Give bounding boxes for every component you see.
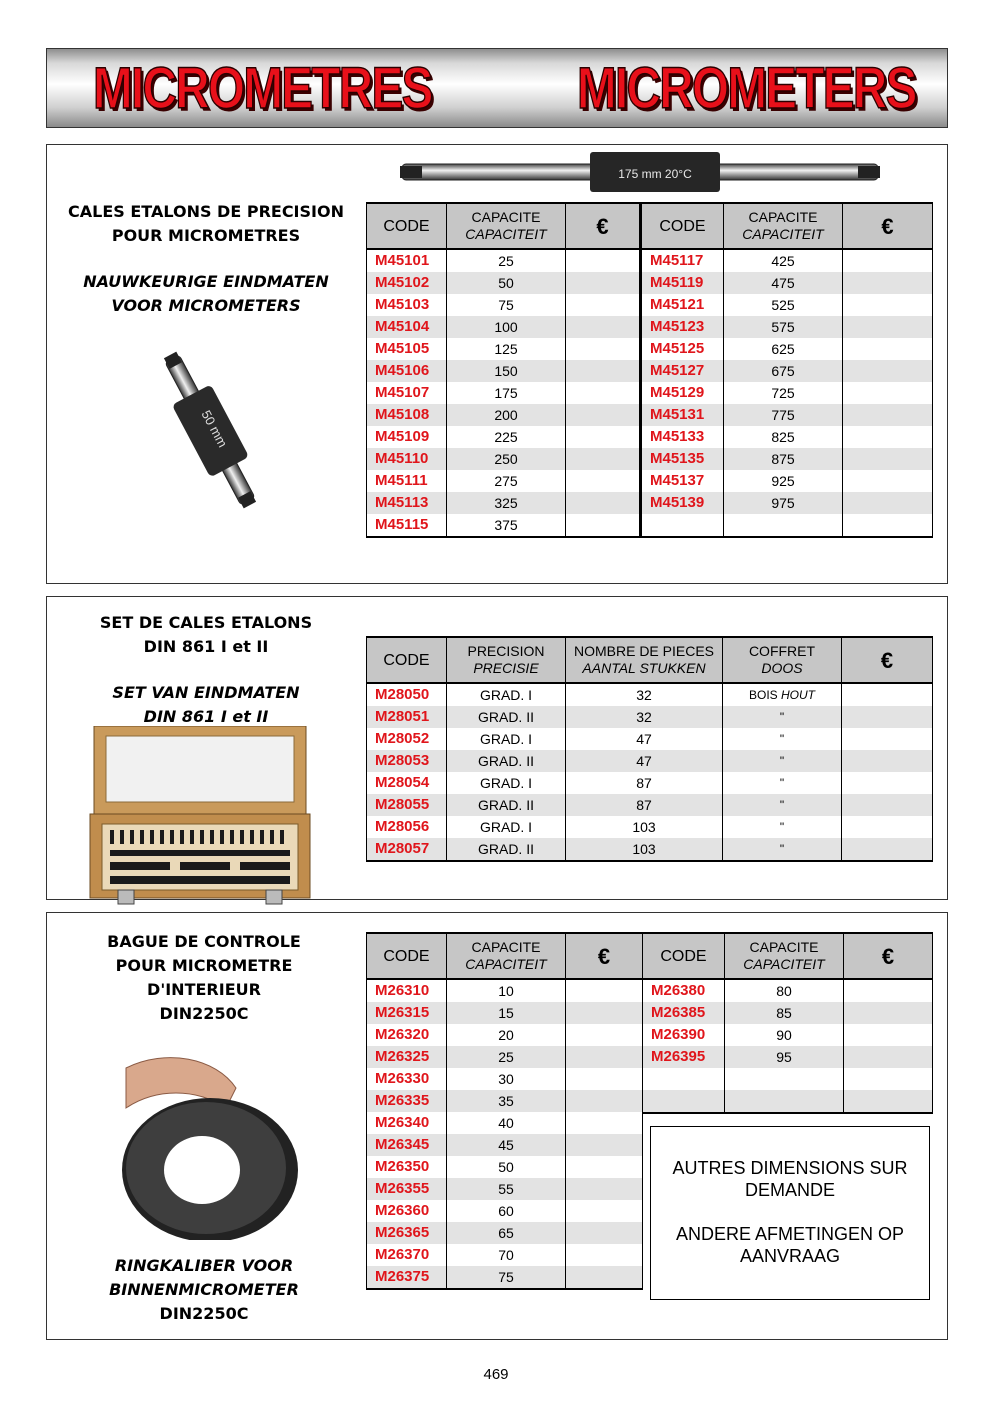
table-row xyxy=(367,338,933,360)
code-cell: M26385 xyxy=(643,1002,725,1024)
col-capacity-nl: CAPACITEIT xyxy=(465,226,547,242)
table-row xyxy=(367,1178,643,1200)
ring-gauge-image xyxy=(106,1028,298,1240)
table-row xyxy=(367,794,933,816)
table-row xyxy=(367,1222,643,1244)
table-row xyxy=(367,1046,643,1068)
capacity-cell: 25 xyxy=(447,249,566,272)
price-cell xyxy=(566,1222,643,1244)
pieces-cell: 87 xyxy=(566,772,723,794)
capacity-cell: 30 xyxy=(447,1068,566,1090)
capacity-cell: 25 xyxy=(447,1046,566,1068)
col-precision-fr: PRECISION xyxy=(467,643,545,659)
pieces-cell: 87 xyxy=(566,794,723,816)
price-cell xyxy=(842,816,933,838)
table-row xyxy=(367,728,933,750)
capacity-cell: 875 xyxy=(724,448,843,470)
section2-title-nl-line2: DIN 861 I et II xyxy=(143,707,269,726)
capacity-cell: 75 xyxy=(447,294,566,316)
price-cell xyxy=(566,1266,643,1289)
col-code-2: CODE xyxy=(643,933,725,979)
code-cell: M26335 xyxy=(367,1090,447,1112)
ring-gauges-table-right xyxy=(642,932,933,1114)
capacity-cell: 125 xyxy=(447,338,566,360)
capacity-cell: 225 xyxy=(447,426,566,448)
col-price: € xyxy=(566,203,641,249)
table-row xyxy=(367,683,933,706)
box-cell: BOIS HOUT xyxy=(723,683,842,706)
price-cell xyxy=(843,382,933,404)
section1-title-fr-line1: CALES ETALONS DE PRECISION xyxy=(68,202,344,221)
price-cell xyxy=(566,294,641,316)
section3-subtitle xyxy=(46,1254,362,1326)
box-cell: " xyxy=(723,772,842,794)
price-cell xyxy=(566,272,641,294)
precision-cell: GRAD. I xyxy=(447,683,566,706)
section1-title-nl-line1: NAUWKEURIGE EINDMATEN xyxy=(83,272,329,291)
section3-title-fr-line4: DIN2250C xyxy=(159,1004,249,1023)
table-row xyxy=(643,1068,933,1090)
table-row xyxy=(367,1024,643,1046)
code-cell: M45125 xyxy=(641,338,724,360)
section1-title xyxy=(56,200,356,318)
price-cell xyxy=(566,360,641,382)
col-box-nl: DOOS xyxy=(761,660,803,676)
col-price-2: € xyxy=(843,203,933,249)
precision-cell: GRAD. II xyxy=(447,794,566,816)
code-cell: M45137 xyxy=(641,470,724,492)
code-cell: M26330 xyxy=(367,1068,447,1090)
capacity-cell: 925 xyxy=(724,470,843,492)
capacity-cell xyxy=(724,514,843,537)
capacity-cell: 85 xyxy=(725,1002,844,1024)
table-row xyxy=(367,382,933,404)
code-cell: M45104 xyxy=(367,316,447,338)
price-cell xyxy=(842,728,933,750)
table-row xyxy=(367,816,933,838)
price-cell xyxy=(844,1068,933,1090)
capacity-cell: 475 xyxy=(724,272,843,294)
table-row xyxy=(643,1002,933,1024)
capacity-cell: 35 xyxy=(447,1090,566,1112)
col-capacity xyxy=(447,203,566,249)
code-cell: M28055 xyxy=(367,794,447,816)
code-cell: M45139 xyxy=(641,492,724,514)
table-row xyxy=(367,706,933,728)
price-cell xyxy=(842,683,933,706)
capacity-cell: 625 xyxy=(724,338,843,360)
code-cell: M45108 xyxy=(367,404,447,426)
price-cell xyxy=(842,838,933,861)
price-cell xyxy=(843,316,933,338)
code-cell xyxy=(643,1068,725,1090)
price-cell xyxy=(566,1178,643,1200)
price-cell xyxy=(566,492,641,514)
code-cell: M45119 xyxy=(641,272,724,294)
col-capacity-2 xyxy=(725,933,844,979)
price-cell xyxy=(842,750,933,772)
box-cell: " xyxy=(723,750,842,772)
section2-title-fr-line1: SET DE CALES ETALONS xyxy=(99,613,313,632)
code-cell: M45115 xyxy=(367,514,447,537)
price-cell xyxy=(843,294,933,316)
code-cell: M26325 xyxy=(367,1046,447,1068)
table-row xyxy=(367,470,933,492)
gauge-blocks-table xyxy=(366,202,933,538)
section3-title-fr-line2: POUR MICROMETRE xyxy=(115,956,293,975)
capacity-cell: 150 xyxy=(447,360,566,382)
price-cell xyxy=(566,316,641,338)
code-cell: M45129 xyxy=(641,382,724,404)
capacity-cell: 55 xyxy=(447,1178,566,1200)
capacity-cell: 50 xyxy=(447,272,566,294)
section3-title xyxy=(46,930,362,1026)
capacity-cell: 15 xyxy=(447,1002,566,1024)
code-cell: M28054 xyxy=(367,772,447,794)
col-code: CODE xyxy=(367,637,447,683)
code-cell: M26320 xyxy=(367,1024,447,1046)
note-french: AUTRES DIMENSIONS SUR DEMANDE xyxy=(672,1158,908,1200)
table-row xyxy=(367,448,933,470)
code-cell: M45109 xyxy=(367,426,447,448)
table-row xyxy=(367,1090,643,1112)
code-cell xyxy=(641,514,724,537)
code-cell: M26340 xyxy=(367,1112,447,1134)
code-cell: M45105 xyxy=(367,338,447,360)
box-cell: " xyxy=(723,706,842,728)
precision-cell: GRAD. I xyxy=(447,816,566,838)
precision-cell: GRAD. II xyxy=(447,706,566,728)
title-french: MICROMETRES xyxy=(93,56,432,121)
col-code: CODE xyxy=(367,933,447,979)
price-cell xyxy=(844,1090,933,1113)
note-dutch: ANDERE AFMETINGEN OP AANVRAAG xyxy=(675,1224,905,1266)
table-row xyxy=(367,404,933,426)
col-capacity-nl-2: CAPACITEIT xyxy=(742,226,824,242)
table-row xyxy=(367,426,933,448)
section3-title-fr-line1: BAGUE DE CONTROLE xyxy=(107,932,301,951)
code-cell: M28051 xyxy=(367,706,447,728)
price-cell xyxy=(843,249,933,272)
section3-title-din: DIN2250C xyxy=(159,1304,249,1323)
table-row xyxy=(367,1266,643,1289)
capacity-cell: 175 xyxy=(447,382,566,404)
col-capacity-fr-2: CAPACITE xyxy=(749,939,819,955)
code-cell: M45101 xyxy=(367,249,447,272)
table-row xyxy=(367,1068,643,1090)
col-pieces xyxy=(566,637,723,683)
precision-cell: GRAD. I xyxy=(447,728,566,750)
price-cell xyxy=(843,360,933,382)
code-cell: M26350 xyxy=(367,1156,447,1178)
box-cell: " xyxy=(723,838,842,861)
price-cell xyxy=(842,772,933,794)
price-cell xyxy=(566,1134,643,1156)
capacity-cell: 50 xyxy=(447,1156,566,1178)
col-capacity-fr: CAPACITE xyxy=(471,209,541,225)
table-row xyxy=(367,838,933,861)
gauge-block-image xyxy=(140,345,280,515)
table-row xyxy=(367,772,933,794)
capacity-cell: 725 xyxy=(724,382,843,404)
table-row xyxy=(643,1046,933,1068)
section3-title-nl-line2: BINNENMICROMETER xyxy=(109,1280,299,1299)
code-cell: M26395 xyxy=(643,1046,725,1068)
price-cell xyxy=(843,426,933,448)
capacity-cell: 825 xyxy=(724,426,843,448)
pieces-cell: 47 xyxy=(566,728,723,750)
code-cell: M26370 xyxy=(367,1244,447,1266)
price-cell xyxy=(566,1024,643,1046)
price-cell xyxy=(566,514,641,537)
capacity-cell: 525 xyxy=(724,294,843,316)
price-cell xyxy=(844,1046,933,1068)
price-cell xyxy=(566,1002,643,1024)
table-row xyxy=(367,492,933,514)
table-row xyxy=(367,1156,643,1178)
price-cell xyxy=(844,1002,933,1024)
code-cell: M26310 xyxy=(367,979,447,1002)
box-cell: " xyxy=(723,794,842,816)
capacity-cell: 20 xyxy=(447,1024,566,1046)
table-row xyxy=(367,1200,643,1222)
setting-rod-image xyxy=(400,150,880,196)
table-row xyxy=(643,979,933,1002)
table-row xyxy=(367,272,933,294)
code-cell: M45127 xyxy=(641,360,724,382)
price-cell xyxy=(566,1112,643,1134)
col-pieces-fr: NOMBRE DE PIECES xyxy=(573,643,715,659)
price-cell xyxy=(566,1090,643,1112)
code-cell: M26355 xyxy=(367,1178,447,1200)
table-row xyxy=(367,360,933,382)
table-row xyxy=(643,1090,933,1113)
precision-cell: GRAD. II xyxy=(447,838,566,861)
section1-title-nl-line2: VOOR MICROMETERS xyxy=(111,296,301,315)
code-cell: M45113 xyxy=(367,492,447,514)
code-cell: M28053 xyxy=(367,750,447,772)
box-cell: " xyxy=(723,728,842,750)
col-box-fr: COFFRET xyxy=(748,643,816,659)
capacity-cell: 975 xyxy=(724,492,843,514)
price-cell xyxy=(843,514,933,537)
code-cell: M45110 xyxy=(367,448,447,470)
code-cell: M45103 xyxy=(367,294,447,316)
price-cell xyxy=(843,492,933,514)
col-price-2: € xyxy=(844,933,933,979)
price-cell xyxy=(566,382,641,404)
col-capacity-2 xyxy=(724,203,843,249)
price-cell xyxy=(842,706,933,728)
table-row xyxy=(643,1024,933,1046)
capacity-cell xyxy=(725,1068,844,1090)
col-capacity xyxy=(447,933,566,979)
col-precision xyxy=(447,637,566,683)
ring-gauges-table-left xyxy=(366,932,643,1290)
price-cell xyxy=(566,249,641,272)
price-cell xyxy=(566,338,641,360)
section3-title-nl-line1: RINGKALIBER VOOR xyxy=(114,1256,294,1275)
code-cell: M26375 xyxy=(367,1266,447,1289)
pieces-cell: 32 xyxy=(566,706,723,728)
price-cell xyxy=(566,1068,643,1090)
wooden-case-image xyxy=(80,726,320,908)
code-cell: M45107 xyxy=(367,382,447,404)
table-row xyxy=(367,1002,643,1024)
capacity-cell: 65 xyxy=(447,1222,566,1244)
capacity-cell: 425 xyxy=(724,249,843,272)
price-cell xyxy=(843,272,933,294)
capacity-cell: 250 xyxy=(447,448,566,470)
header-banner xyxy=(46,48,948,128)
capacity-cell: 60 xyxy=(447,1200,566,1222)
gauge-block-sets-table xyxy=(366,636,933,862)
code-cell: M45123 xyxy=(641,316,724,338)
code-cell: M45135 xyxy=(641,448,724,470)
table-row xyxy=(367,514,933,537)
pieces-cell: 103 xyxy=(566,838,723,861)
price-cell xyxy=(844,1024,933,1046)
pieces-cell: 103 xyxy=(566,816,723,838)
code-cell: M45111 xyxy=(367,470,447,492)
code-cell: M26360 xyxy=(367,1200,447,1222)
capacity-cell: 95 xyxy=(725,1046,844,1068)
code-cell: M45106 xyxy=(367,360,447,382)
capacity-cell: 70 xyxy=(447,1244,566,1266)
code-cell xyxy=(643,1090,725,1113)
price-cell xyxy=(843,448,933,470)
capacity-cell: 40 xyxy=(447,1112,566,1134)
pieces-cell: 32 xyxy=(566,683,723,706)
page-number: 469 xyxy=(483,1366,509,1383)
code-cell: M26365 xyxy=(367,1222,447,1244)
capacity-cell: 100 xyxy=(447,316,566,338)
code-cell: M26390 xyxy=(643,1024,725,1046)
section2-title-nl-line1: SET VAN EINDMATEN xyxy=(112,683,300,702)
pieces-cell: 47 xyxy=(566,750,723,772)
code-cell: M45131 xyxy=(641,404,724,426)
section2-title-fr-line2: DIN 861 I et II xyxy=(143,637,269,656)
section2-title xyxy=(46,611,366,729)
col-capacity-fr-2: CAPACITE xyxy=(748,209,818,225)
price-cell xyxy=(566,1244,643,1266)
title-dutch: MICROMETERS xyxy=(577,56,916,121)
capacity-cell: 10 xyxy=(447,979,566,1002)
capacity-cell: 325 xyxy=(447,492,566,514)
col-capacity-nl-2: CAPACITEIT xyxy=(743,956,825,972)
price-cell xyxy=(842,794,933,816)
capacity-cell: 80 xyxy=(725,979,844,1002)
price-cell xyxy=(566,448,641,470)
col-code: CODE xyxy=(367,203,447,249)
capacity-cell: 775 xyxy=(724,404,843,426)
gauge-block-label: 50 mm xyxy=(198,407,231,450)
price-cell xyxy=(566,979,643,1002)
section3-title-fr-line3: D'INTERIEUR xyxy=(147,980,261,999)
col-pieces-nl: AANTAL STUKKEN xyxy=(582,660,706,676)
capacity-cell: 375 xyxy=(447,514,566,537)
precision-cell: GRAD. II xyxy=(447,750,566,772)
table-row xyxy=(367,1134,643,1156)
col-precision-nl: PRECISIE xyxy=(473,660,539,676)
col-code-2: CODE xyxy=(641,203,724,249)
code-cell: M26345 xyxy=(367,1134,447,1156)
capacity-cell: 75 xyxy=(447,1266,566,1289)
capacity-cell: 575 xyxy=(724,316,843,338)
price-cell xyxy=(566,1046,643,1068)
col-capacity-fr: CAPACITE xyxy=(471,939,541,955)
col-price: € xyxy=(566,933,643,979)
capacity-cell: 200 xyxy=(447,404,566,426)
code-cell: M45133 xyxy=(641,426,724,448)
code-cell: M28057 xyxy=(367,838,447,861)
setting-rod-label: 175 mm 20°C xyxy=(618,167,692,181)
price-cell xyxy=(843,470,933,492)
table-row xyxy=(367,750,933,772)
price-cell xyxy=(566,470,641,492)
table-row xyxy=(367,979,643,1002)
price-cell xyxy=(566,1156,643,1178)
table-row xyxy=(367,294,933,316)
code-cell: M26315 xyxy=(367,1002,447,1024)
capacity-cell: 45 xyxy=(447,1134,566,1156)
code-cell: M28052 xyxy=(367,728,447,750)
code-cell: M45102 xyxy=(367,272,447,294)
price-cell xyxy=(566,426,641,448)
code-cell: M45117 xyxy=(641,249,724,272)
col-capacity-nl: CAPACITEIT xyxy=(465,956,547,972)
price-cell xyxy=(566,1200,643,1222)
col-price: € xyxy=(842,637,933,683)
other-dimensions-note xyxy=(650,1126,930,1300)
code-cell: M28056 xyxy=(367,816,447,838)
box-cell-nl: HOUT xyxy=(777,688,816,702)
col-box xyxy=(723,637,842,683)
price-cell xyxy=(843,338,933,360)
capacity-cell: 675 xyxy=(724,360,843,382)
table-row xyxy=(367,1244,643,1266)
table-row xyxy=(367,316,933,338)
precision-cell: GRAD. I xyxy=(447,772,566,794)
price-cell xyxy=(843,404,933,426)
capacity-cell xyxy=(725,1090,844,1113)
code-cell: M26380 xyxy=(643,979,725,1002)
code-cell: M45121 xyxy=(641,294,724,316)
box-cell: " xyxy=(723,816,842,838)
table-row xyxy=(367,249,933,272)
price-cell xyxy=(844,979,933,1002)
price-cell xyxy=(566,404,641,426)
section1-title-fr-line2: POUR MICROMETRES xyxy=(111,226,301,245)
code-cell: M28050 xyxy=(367,683,447,706)
capacity-cell: 90 xyxy=(725,1024,844,1046)
capacity-cell: 275 xyxy=(447,470,566,492)
table-row xyxy=(367,1112,643,1134)
